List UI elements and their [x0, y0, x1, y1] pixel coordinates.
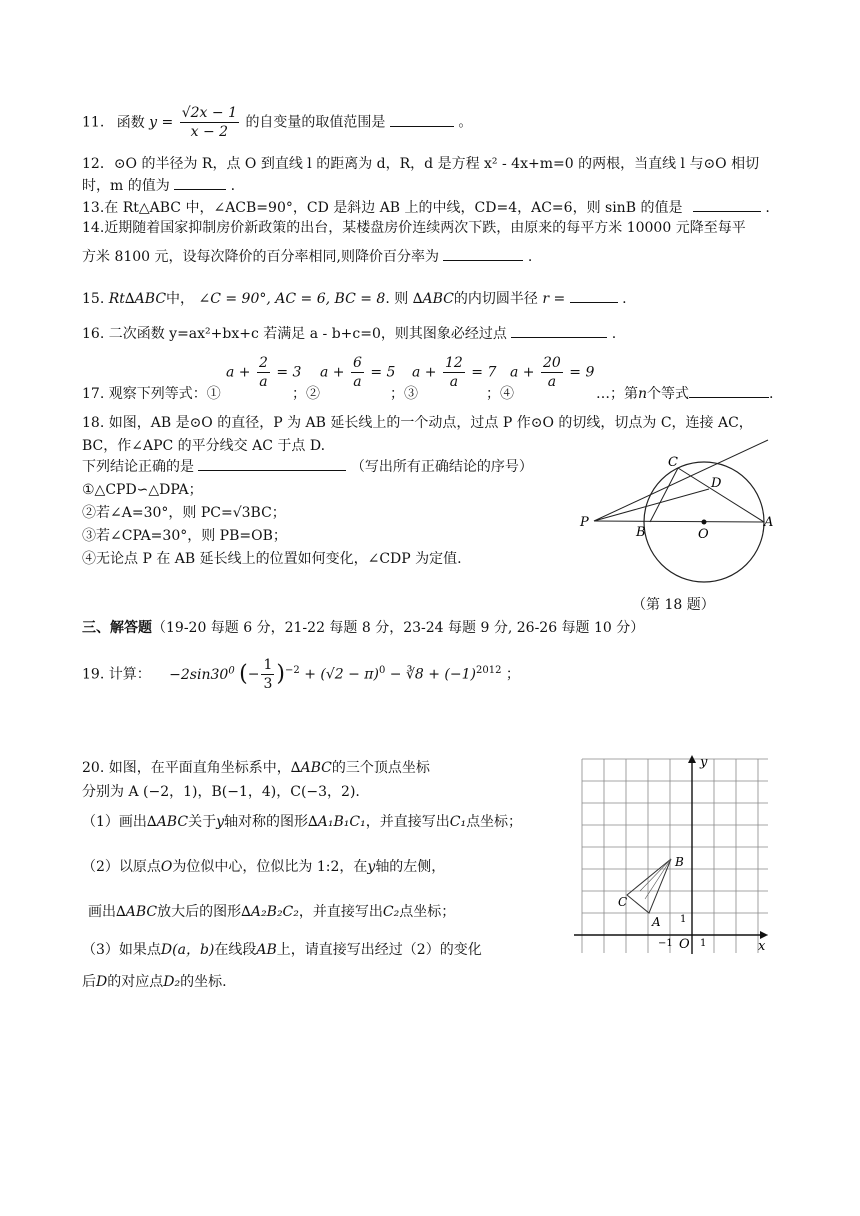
tick-label-neg-x: −1 [658, 938, 673, 949]
q18-option-2: ②若∠A=30°，则 PC=√3BC； [82, 505, 286, 521]
section-heading: 三、解答题（19-20 每题 6 分，21-22 每题 8 分，23-24 每题 9 分, 26-26 每题 10 分） [82, 620, 645, 636]
segment-cb [650, 468, 678, 522]
origin-label: O [679, 937, 690, 952]
q20-part1: （1）画出∆ABC关于y轴对称的图形∆A₁B₁C₁，并直接写出C₁点坐标； [82, 814, 523, 830]
tick-label-x: 1 [700, 938, 707, 949]
label-c: C [668, 455, 678, 470]
answer-blank [174, 189, 226, 190]
q18-option-4: ④无论点 P 在 AB 延长线上的位置如何变化，∠CDP 为定值. [82, 551, 462, 567]
q20-line1: 20. 如图，在平面直角坐标系中，∆ABC的三个顶点坐标 [82, 760, 430, 776]
label-d: D [711, 476, 722, 491]
segment-pa [594, 521, 764, 522]
answer-blank [511, 337, 607, 338]
answer-blank [693, 211, 761, 212]
q17-eq1: a + $\frac{2}{a}$ = 3 [226, 355, 302, 390]
tick-label-y: 1 [680, 914, 687, 925]
q17-eq2: a + $\frac{6}{a}$ = 5 [320, 355, 396, 390]
shade-line [645, 859, 671, 899]
q15: 15. Rt∆ABC中， ∠C = 90°, AC = 6, BC = 8. 则 ∆ABC的内切圆半径 r = . [82, 291, 627, 307]
q16: 16. 二次函数 y=ax²+bx+c 若满足 a - b+c=0，则其图象必经过点 . [82, 326, 617, 342]
q20-part3: （3）如果点D(a，b)在线段AB上，请直接写出经过（2）的变化 [82, 942, 482, 958]
q13: 13.在 Rt△ABC 中，∠ACB=90°，CD 是斜边 AB 上的中线，CD=4，AC=6，则 sinB 的值是 . [82, 200, 770, 216]
vertex-label-c: C [618, 895, 628, 909]
triangle-abc [627, 859, 671, 913]
q14-line1: 14.近期随着国家抑制房价新政策的出台，某楼盘房价连续两次下跌，由原来的每平方米 10000 元降至每平 [82, 220, 746, 236]
q18-figure [572, 430, 792, 600]
label-a: A [764, 515, 774, 530]
label-o: O [698, 527, 709, 542]
q17-eq4: a + $\frac{20}{a}$ = 9 [510, 355, 595, 390]
q18-option-3: ③若∠CPA=30°，则 PB=OB； [82, 528, 287, 544]
label-p: P [580, 515, 589, 530]
center-point [702, 520, 707, 525]
vertex-label-b: B [675, 855, 684, 869]
label-b: B [636, 525, 646, 540]
q17-eq3: a + $\frac{12}{a}$ = 7 [412, 355, 497, 390]
q20-part3-cont: 后D的对应点D₂的坐标. [82, 974, 227, 990]
q14-line2: 方米 8100 元，设每次降价的百分率相同,则降价百分率为 . [82, 249, 533, 265]
vertex-label-a: A [652, 915, 661, 929]
answer-blank [689, 397, 769, 398]
shade-line [640, 859, 671, 891]
q12-line1: 12．⊙O 的半径为 R，点 O 到直线 l 的距离为 d，R，d 是方程 x² - 4x+m=0 的两根，当直线 l 与⊙O 相切 [82, 156, 760, 172]
q18-option-1: ①△CPD∽△DPA； [82, 482, 203, 498]
q20-coordinate-grid [572, 752, 772, 956]
q11-fraction: $\frac{√2x - 1}{x - 2}$ [181, 105, 237, 140]
axis-label-x: x [758, 939, 766, 954]
answer-blank [443, 260, 523, 261]
q18-line3: 下列结论正确的是 （写出所有正确结论的序号） [82, 459, 533, 475]
answer-blank [390, 126, 454, 127]
axis-label-y: y [700, 755, 708, 770]
q18-caption: （第 18 题） [632, 597, 715, 613]
answer-blank [198, 470, 346, 471]
q11: 11. 函数 y = $\frac{√2x - 1}{x - 2}$ 的自变量的取值范围是 。 [82, 105, 473, 140]
q18-line1: 18. 如图，AB 是⊙O 的直径，P 为 AB 延长线上的一个动点，过点 P 作⊙O 的切线，切点为 C，连接 AC， [82, 415, 753, 431]
q19: 19. 计算： $-2\sin 30^0$ (− $\frac{1}{3}$ )$^{-2} + (√2 - \pi)^0$ − ∛8 + $(-1)^{2012}$ ； [82, 657, 520, 692]
q20-part2-cont: 画出∆ABC放大后的图形∆A₂B₂C₂，并直接写出C₂点坐标； [88, 904, 456, 920]
q20-part2: （2）以原点O为位似中心，位似比为 1:2，在y轴的左侧， [82, 859, 446, 875]
q18-line2: BC，作∠APC 的平分线交 AC 于点 D. [82, 438, 326, 454]
q20-line2: 分别为 A (−2，1)，B(−1，4)，C(−3，2). [82, 784, 360, 800]
tangent-line [594, 440, 768, 521]
answer-blank [570, 302, 618, 303]
q12-line2: 时，m 的值为 . [82, 178, 236, 194]
x-axis-arrow [760, 931, 768, 939]
